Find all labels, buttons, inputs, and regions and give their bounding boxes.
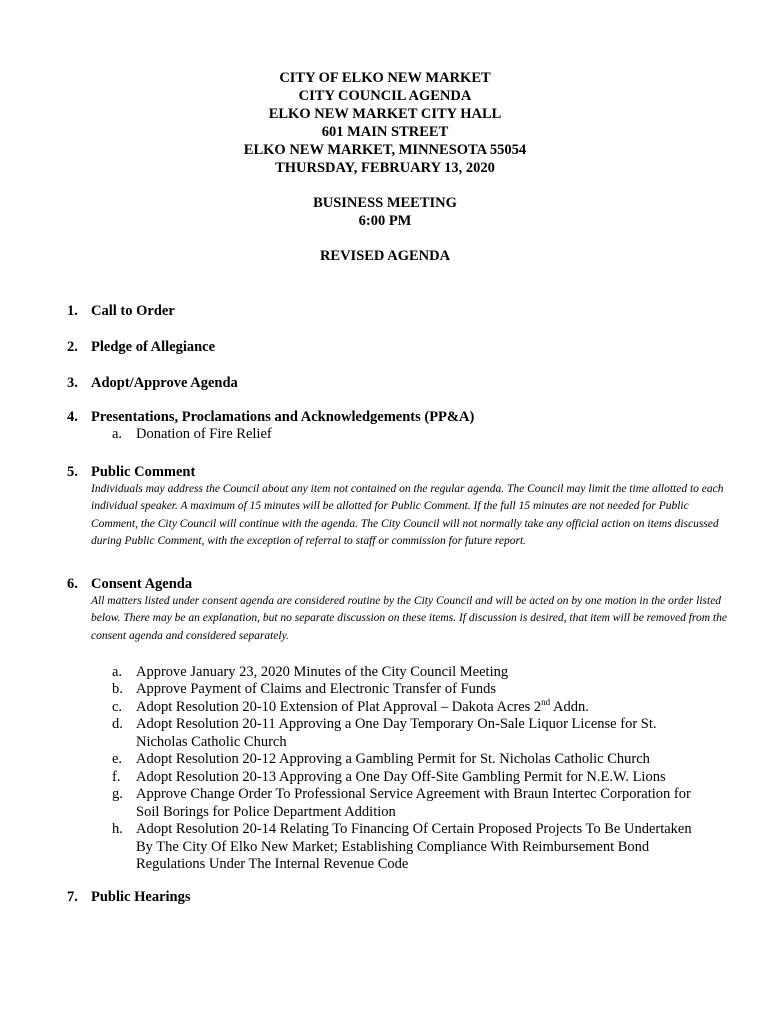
- sub-item: a. Approve January 23, 2020 Minutes of the City Council Meeting: [112, 663, 509, 680]
- meeting-time: 6:00 PM: [358, 213, 412, 229]
- sub-item: b. Approve Payment of Claims and Electronic Transfer of Funds: [112, 681, 497, 698]
- agenda-item-title: Call to Order: [91, 303, 175, 319]
- agenda-header: [0, 69, 770, 265]
- header-date: THURSDAY, FEBRUARY 13, 2020: [275, 160, 495, 176]
- agenda-item-title: Adopt/Approve Agenda: [91, 375, 238, 391]
- header-city-state: ELKO NEW MARKET, MINNESOTA 55054: [243, 142, 527, 158]
- sub-item: g. Approve Change Order To Professional Service Agreement with Braun Intertec Corporation for Soil Borings for Police Department Addition: [112, 786, 691, 820]
- consent-agenda-note: All matters listed under consent agenda are considered routine by the City Council and will be acted on by one motion in the order listed below. There may be an explanation, but no separate discussion on these items. If discussion is desired, that item will be removed from the consent agenda and considered separately.: [91, 595, 727, 642]
- consent-sub-items: [67, 664, 727, 874]
- agenda-item-consent: 6. Consent Agenda All matters listed under consent agenda are considered routine by the City Council and will be acted on by one motion in the order listed below. There may be an explanation, but no separate discussion on these items. If discussion is desired, that item will be removed from the consent agenda and considered separately. a. Approve January 23, 2020 Minutes of the City Council Meeting b. Approve Payment of Claims and Electronic Transfer of Funds c. Adopt Resolution 20-10 Extension of Plat Approval – Dakota Acres 2nd Addn. d. Adopt Resolution 20-11 Approving a One Day Temporary On-Sale Liquor License for St. Nicholas Catholic Church e. Adopt Resolution 20-12 Approving a Gambling Permit for St. Nicholas Catholic Church f. Adopt Resolution 20-13 Approving a One Day Off-Site Gambling Permit for N.E.W. Lions g. Approve Change Order To Professional Service Agreement with Braun Intertec Corporation for Soil Borings for Police Department Addition h. Adopt Resolution 20-14 Relating To Financing Of Certain Proposed Projects To Be Undertaken By The City Of Elko New Market; Establishing Compliance With Reimbursement Bond Regulations Under The Internal Revenue Code: [67, 576, 727, 873]
- agenda-item-title: Consent Agenda: [91, 576, 193, 592]
- agenda-item-title: Pledge of Allegiance: [91, 339, 216, 355]
- sub-item: h. Adopt Resolution 20-14 Relating To Financing Of Certain Proposed Projects To Be Undertaken By The City Of Elko New Market; Establishing Compliance With Reimbursement Bond Regulations Under The Internal Revenue Code: [112, 821, 692, 873]
- header-agenda-title: CITY COUNCIL AGENDA: [298, 88, 472, 104]
- agenda-item-title: Public Comment: [91, 464, 196, 480]
- sub-item: f. Adopt Resolution 20-13 Approving a One Day Off-Site Gambling Permit for N.E.W. Lions: [112, 768, 666, 785]
- agenda-item-pledge: 2. Pledge of Allegiance: [67, 339, 216, 355]
- agenda-item-public-hearings: 7. Public Hearings: [67, 889, 191, 905]
- public-comment-note: Individuals may address the Council about any item not contained on the regular agenda. The Council may limit the time allotted to each individual speaker. A maximum of 15 minutes will be allotted for Public Comment. If the full 15 minutes are not needed for Public Comment, the City Council will continue with the agenda. The City Council will not normally take any official action on items discussed during Public Comment, with the exception of referral to staff or commission for future report.: [91, 483, 724, 547]
- sub-item: a. Donation of Fire Relief: [112, 426, 272, 442]
- header-venue: ELKO NEW MARKET CITY HALL: [268, 106, 502, 122]
- agenda-item-title: Presentations, Proclamations and Acknowledgements (PP&A): [91, 409, 475, 425]
- sub-item: d. Adopt Resolution 20-11 Approving a One Day Temporary On-Sale Liquor License for St. Nicholas Catholic Church: [112, 716, 657, 750]
- agenda-item-ppa: 4. Presentations, Proclamations and Acknowledgements (PP&A) a. Donation of Fire Relief: [67, 408, 727, 444]
- meeting-type: BUSINESS MEETING: [313, 195, 457, 211]
- agenda-item-call-to-order: 1. Call to Order: [67, 303, 175, 319]
- sub-item: e. Adopt Resolution 20-12 Approving a Gambling Permit for St. Nicholas Catholic Church: [112, 751, 650, 768]
- agenda-item-public-comment: 5. Public Comment Individuals may address the Council about any item not contained on the regular agenda. The Council may limit the time allotted to each individual speaker. A maximum of 15 minutes will be allotted for Public Comment. If the full 15 minutes are not needed for Public Comment, the City Council will continue with the agenda. The City Council will not normally take any official action on items discussed during Public Comment, with the exception of referral to staff or commission for future report.: [67, 463, 727, 550]
- sub-item-list: [67, 426, 727, 444]
- header-city: CITY OF ELKO NEW MARKET: [279, 70, 491, 86]
- agenda-item-adopt-agenda: 3. Adopt/Approve Agenda: [67, 375, 238, 391]
- header-street: 601 MAIN STREET: [321, 124, 449, 140]
- sub-item: c. Adopt Resolution 20-10 Extension of Plat Approval – Dakota Acres 2nd Addn.: [112, 696, 589, 715]
- revised-agenda-label: REVISED AGENDA: [319, 248, 451, 264]
- agenda-item-title: Public Hearings: [91, 889, 191, 905]
